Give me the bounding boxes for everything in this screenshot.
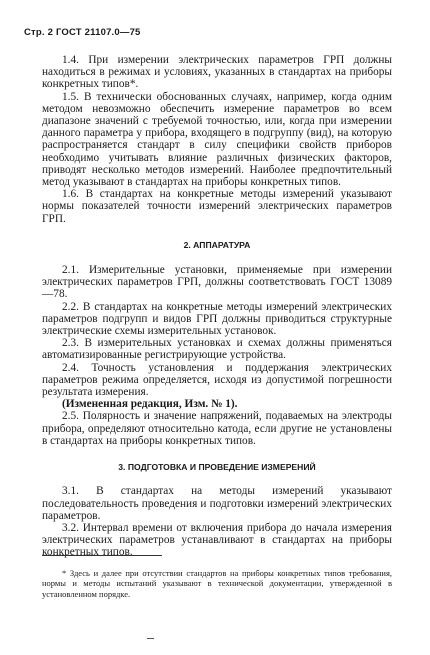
- paragraph-2-3: 2.3. В измерительных установках и схемах должны применяться автоматизированные регистрирующие устройства.: [42, 337, 392, 362]
- paragraph-1-4: 1.4. При измерении электрических параметров ГРП должны находиться в режимах и условиях, указанных в стандартах на приборы конкретных типов*.: [42, 54, 392, 91]
- revision-note: (Измененная редакция, Изм. № 1).: [62, 398, 238, 411]
- paragraph-3-1: 3.1. В стандартах на методы измерений указывают последовательность проведения и подготовки измерений электрических параметров.: [42, 485, 392, 522]
- page-header: [24, 27, 141, 38]
- section-3-title: 3. ПОДГОТОВКА И ПРОВЕДЕНИЕ ИЗМЕРЕНИЙ: [118, 462, 316, 473]
- page-bottom-mark: [147, 638, 154, 639]
- paragraph-1-5: 1.5. В технически обоснованных случаях, например, когда одним методом невозможно обеспечить измерение параметров во всем диапазоне значений с требуемой точностью, или, когда при измерении данного параметра у прибора, входящего в подгруппу (вид), на которую распространяется стандарт в силу специфики свойств приборов необходимо учитывать влияние различных физических факторов, приводят несколько методов измерений. Наиболее предпочтительный метод указывают в стандартах на приборы конкретных типов.: [42, 90, 392, 189]
- paragraph-1-6: 1.6. В стандартах на конкретные методы измерений указывают нормы показателей точности измерений электрических параметров ГРП.: [42, 188, 392, 225]
- section-2-title: 2. АППАРАТУРА: [183, 239, 251, 250]
- page-number: Стр. 2: [24, 27, 54, 38]
- document-body: [42, 54, 392, 559]
- paragraph-2-5: 2.5. Полярность и значение напряжений, подаваемых на электроды прибора, определяют относительно катода, если другие не установлены в стандартах на приборы конкретных типов.: [42, 410, 392, 447]
- footnote-divider: [42, 555, 162, 556]
- paragraph-2-4: 2.4. Точность установления и поддержания электрических параметров режима определяется, исходя из допустимой погрешности результата измерения.: [42, 361, 392, 399]
- paragraph-2-1: 2.1. Измерительные установки, применяемые при измерении электрических параметров ГРП, должны соответствовать ГОСТ 13089—78.: [42, 264, 392, 301]
- paragraph-3-2: 3.2. Интервал времени от включения прибора до начала измерения электрических параметров устанавливают в стандартах на приборы конкретных типов.: [42, 521, 392, 559]
- paragraph-2-2: 2.2. В стандартах на конкретные методы измерений электрических параметров подгрупп и видов ГРП должны приводиться структурные электрические схемы измерительных установок.: [42, 300, 392, 338]
- standard-number: ГОСТ 21107.0—75: [55, 27, 141, 38]
- footnote: * Здесь и далее при отсутствии стандартов на приборы конкретных типов требования, нормы и методы испытаний указывают в технической документации, утвержденной в установленном порядке.: [42, 567, 392, 599]
